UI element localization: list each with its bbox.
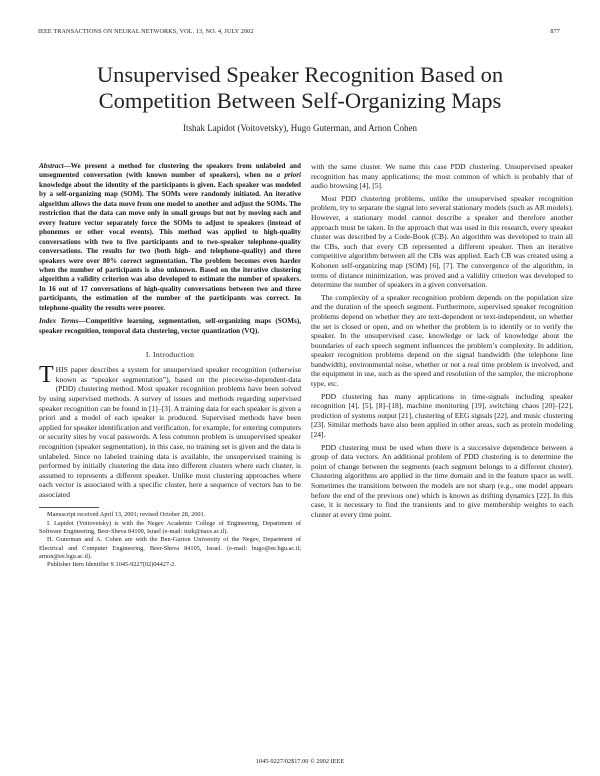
footnote-publisher-id: Publisher Item Identifier S 1045-9227(02)04427-2. xyxy=(47,561,176,569)
abstract xyxy=(39,162,301,313)
abstract-label: Abstract— xyxy=(39,162,71,170)
body-paragraph: with the same cluster. We name this case PDD clustering. Unsupervised speaker recognition has many applications; the most common of which is probably that of audio browsing [4], [5]. xyxy=(311,162,573,191)
body-paragraph: PDD clustering has many applications in time-signals including speaker recognition [4], [5], [8]–[18], machine monitoring [19], switching chaos [20]–[22], prediction of systems output [21], clustering of EEG signals [22], and music clustering [23]. Similar methods have also been applied in other areas, such as protein modeling [24]. xyxy=(311,391,573,440)
left-column xyxy=(39,162,301,570)
footnote-received: Manuscript received April 13, 2001; revised October 28, 2001. xyxy=(47,511,206,519)
index-terms xyxy=(39,317,301,336)
running-header: IEEE TRANSACTIONS ON NEURAL NETWORKS, VOL. 13, NO. 4, JULY 2002 xyxy=(38,28,254,35)
footnote-author-1: I. Lapidot (Voitovetsky) is with the Negev Academic College of Engineering, Department of Software Engineering, Beer-Sheva 84100, Israel (e-mail: itsik@nace.ac.il). xyxy=(39,519,301,536)
abstract-emphasis: a priori xyxy=(276,171,301,180)
page-number: 877 xyxy=(550,28,560,35)
footnote-divider xyxy=(39,507,99,508)
body-paragraph: PDD clustering must be used when there is a successive dependence between a group of data vectors. An additional problem of PDD clustering is to determine the point of change between the segments (each segment belongs to a different cluster). Clustering algorithms are applied in the time domain and in the feature space as well. Sometimes the transitions between the models are not sharp (e.g., one model appears before the end of the previous one) which is known as drifting dynamics [22]. In this case, it is necessary to find the transients and to give membership weights to each cluster at every time point. xyxy=(311,442,573,519)
paper-title xyxy=(0,62,600,113)
footnote-author-2: H. Guterman and A. Cohen are with the Ben-Gurion University of the Negev, Department of Electrical and Computer Engineering, Beer-Sheva 84105, Israel. (e-mail: hugo@ee.bgu.ac.il; arnon@ee.bgu.ac.il). xyxy=(39,536,301,560)
intro-paragraph xyxy=(39,362,301,499)
section-heading-introduction: I. Introduction xyxy=(145,350,195,360)
copyright-footer: 1045-9227/02$17.00 © 2002 IEEE xyxy=(255,758,345,765)
author-list: Itshak Lapidot (Voitovetsky), Hugo Guterman, and Arnon Cohen xyxy=(182,123,418,133)
title-line-1: Unsupervised Speaker Recognition Based on xyxy=(96,62,504,87)
abstract-text-1: We present a method for clustering the speakers from unlabeled and unsegmented conversation (with known number of speakers), when no xyxy=(39,162,301,180)
title-line-2: Competition Between Self-Organizing Maps xyxy=(98,87,502,113)
right-column xyxy=(311,162,573,519)
index-terms-label: Index Terms— xyxy=(39,317,86,326)
body-paragraph: The complexity of a speaker recognition problem depends on the population size and the duration of the speech segment. Furthermore, supervised speaker recognition problems depend on whether they are text-dependent or text-independent, on whether the set is closed or open, and on whether the problem is to identify or to verify the speaker. In the unsupervised case, knowledge or lack of knowledge about the boundaries of each speech segment influences the problem’s complexity. In addition, speaker recognition problems depend on the signal bandwidth (the telephone line bandwidth), environmental noise, whether or not a real time problem is involved, and the equipment in use, such as the speed and resolution of the sampler, the microphone type, etc. xyxy=(311,292,573,389)
index-terms-text: Competitive learning, segmentation, self-organizing maps (SOMs), speaker recognition, temporal data clustering, vector quantization (VQ). xyxy=(39,317,301,335)
intro-body xyxy=(39,362,301,499)
intro-paragraph-text: HIS paper describes a system for unsupervised speaker recognition (otherwise known as “speaker segmentation”), based on the piecewise-dependent-data (PDD) clustering method. Most speaker recognition problems have been solved by using supervised methods. A survey of issues and methods regarding supervised speaker recognition can be found in [1]–[3]. A training data for each speaker is given a priori and a model of each speaker is produced. Supervised methods have been applied for speaker identification and verification, for example, for entering computers or security sites by vocal passwords. A less common problem is unsupervised speaker recognition (speaker segmentation), in this case, no training set is given and the data is unlabeled. Since no labeled training data is available, the unsupervised training is performed by initially clustering the data into different clusters where each cluster, is assumed to represents a different speaker. Unlike most clustering approaches where each vector is associated with a specific cluster, here a sequence of vectors has to be associated xyxy=(39,365,301,499)
drop-cap: T xyxy=(39,362,54,389)
abstract-text-2: knowledge about the identity of the participants is given. Each speaker was modeled by a self-organizing map (SOM). The SOMs were randomly initiated. An iterative algorithm allows the data move from one model to another and adjust the SOMs. The restriction that the data can move only in small groups but not by moving each and every feature vector separately force the SOMs to adjust to speakers (instead of phonemes or other vocal events). This method was applied to high-quality conversations with two to five participants and to two-speaker telephone-quality conversations. The results for two (both high- and telephone-quality) and three speakers were over 80% correct segmentation. The problem becomes even harder when the number of participants is also unknown. Based on the iterative clustering algorithm a validity criterion was also developed to estimate the number of speakers. In 16 out of 17 conversations of high-quality conversations between two and three participants, the estimation of the number of the participants was correct. In telephone-quality the results were poorer. xyxy=(39,180,301,312)
body-paragraph: Most PDD clustering problems, unlike the unsupervised speaker recognition problem, try to separate the signal into several stationary models (such as AR models). However, a stationary model cannot describe a speaker and therefore another approach must be taken. In the approach that was used in this research, every speaker cluster was described by a Code-Book (CB). An algorithm was developed to train all the CBs, such that every CB represented a different speaker. Then an iterative competitive algorithm between all the CBs was applied. Each CB was created using a Kohonen self-organizing map (SOM) [6], [7]. The convergence of the algorithm, in terms of distance minimization, was proved and a validity criterion was developed to determine the number of speakers in a given conversation. xyxy=(311,193,573,290)
